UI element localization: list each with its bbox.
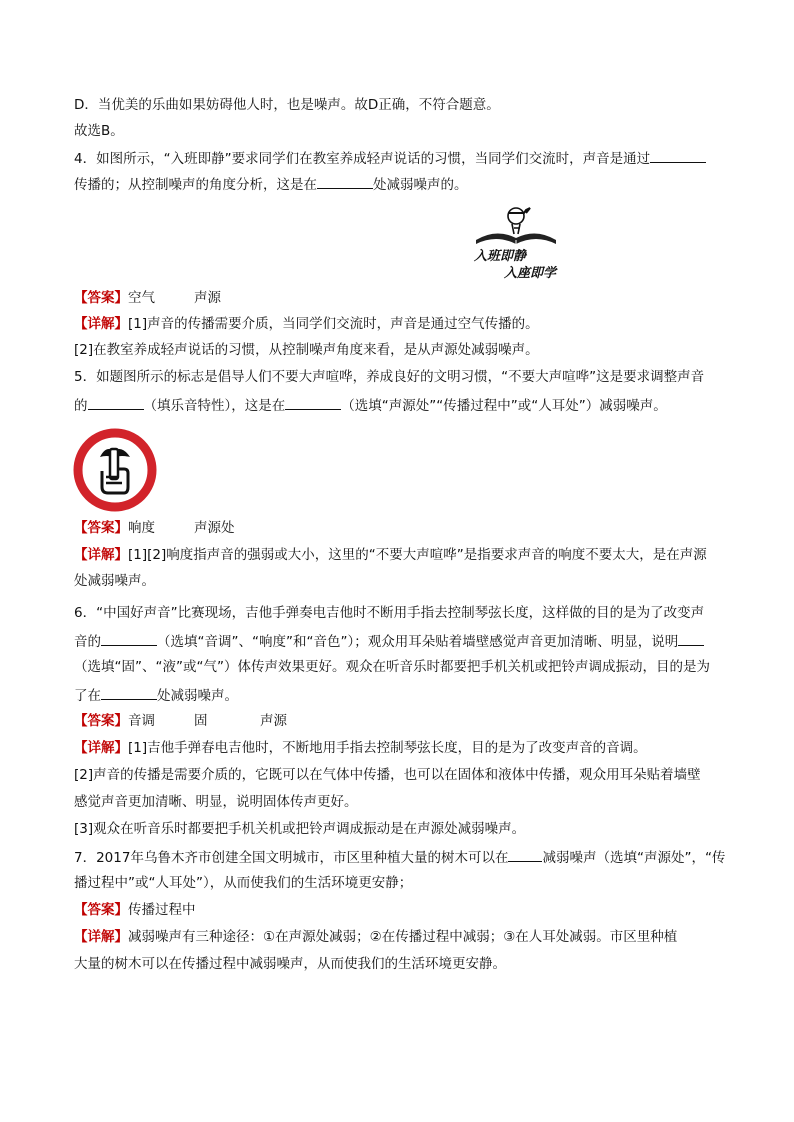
q6-stem-line2: 音的 （选填“音调”、“响度”和“音色”）；观众用耳朵贴着墙壁感觉声音更加清晰、明显，说明	[74, 631, 704, 651]
q4-blank-2	[317, 174, 373, 189]
q6-blank-2	[678, 631, 704, 646]
q6-detail-3: 感觉声音更加清晰、明显，说明固体传声更好。	[74, 794, 358, 810]
q5-stem-line1: 5．如题图所示的标志是倡导人们不要大声喧哗，养成良好的文明习惯，“不要大声喧哗”这是要求调整声音	[74, 369, 705, 385]
q5-detail-2: 处减弱噪声。	[74, 573, 155, 589]
q6-detail-4: [3]观众在听音乐时都要把手机关机或把铃声调成振动是在声源处减弱噪声。	[74, 821, 526, 837]
q6-detail-2: [2]声音的传播是需要介质的，它既可以在气体中传播，也可以在固体和液体中传播，观众用耳朵贴着墙壁	[74, 767, 701, 783]
q5-blank-1	[88, 395, 144, 410]
q5-blank-2	[285, 395, 341, 410]
q4-blank-1	[650, 148, 706, 163]
select-b-text: 故选B。	[74, 123, 124, 139]
option-d-text: D．当优美的乐曲如果妨碍他人时，也是噪声。故D正确，不符合题意。	[74, 97, 500, 113]
q6-stem-line1: 6．“中国好声音”比赛现场，吉他手弹奏电吉他时不断用手指去控制琴弦长度，这样做的目的是为了改变声	[74, 605, 705, 621]
q7-blank-1	[508, 847, 542, 862]
q5-detail-1: 【详解】[1][2]响度指声音的强弱或大小，这里的“不要大声喧哗”是指要求声音的响度不要太大，是在声源	[74, 547, 707, 563]
q6-blank-3	[101, 685, 157, 700]
figure-slogan-2: 入座即学	[504, 266, 557, 280]
q4-stem-line1: 4．如图所示，“入班即静”要求同学们在教室养成轻声说话的习惯，当同学们交流时，声音是通过	[74, 148, 706, 168]
q4-answer: 【答案】空气 声源	[74, 290, 221, 306]
q6-answer: 【答案】音调 固 声源	[74, 713, 287, 729]
q6-blank-1	[101, 631, 157, 646]
q6-detail-1: 【详解】[1]吉他手弹春电吉他时，不断地用手指去控制琴弦长度，目的是为了改变声音的音调。	[74, 740, 647, 756]
student-head-icon	[508, 208, 524, 224]
no-shouting-sign	[72, 427, 158, 513]
finger-icon	[110, 449, 118, 479]
q7-detail-2: 大量的树木可以在传播过程中减弱噪声，从而使我们的生活环境更安静。	[74, 956, 506, 972]
q5-answer: 【答案】响度 声源处	[74, 520, 235, 536]
q7-stem-line1: 7．2017年乌鲁木齐市创建全国文明城市，市区里种植大量的树木可以在 减弱噪声（选填“声源处”，“传	[74, 847, 725, 867]
q7-detail-1: 【详解】减弱噪声有三种途径：①在声源处减弱；②在传播过程中减弱；③在人耳处减弱。市区里种植	[74, 929, 678, 945]
q6-stem-line3: （选填“固”、“液”或“气”）体传声效果更好。观众在听音乐时都要把手机关机或把铃声调成振动，目的是为	[74, 659, 710, 675]
q5-stem-line2: 的 （填乐音特性），这是在 （选填“声源处”“传播过程中”或“人耳处”）减弱噪声。	[74, 395, 667, 415]
q7-answer: 【答案】传播过程中	[74, 902, 196, 918]
q6-stem-line4: 了在 处减弱噪声。	[74, 685, 238, 705]
q4-stem-line2: 传播的；从控制噪声的角度分析，这是在 处减弱噪声的。	[74, 174, 468, 194]
q4-detail-1: 【详解】[1]声音的传播需要介质，当同学们交流时，声音是通过空气传播的。	[74, 316, 539, 332]
q7-stem-line2: 播过程中”或“人耳处”），从而使我们的生活环境更安静；	[74, 875, 413, 891]
figure-slogan-1: 入班即静	[474, 249, 527, 264]
quiet-class-illustration	[468, 200, 564, 280]
q4-detail-2: [2]在教室养成轻声说话的习惯，从控制噪声角度来看，是从声源处减弱噪声。	[74, 342, 539, 358]
